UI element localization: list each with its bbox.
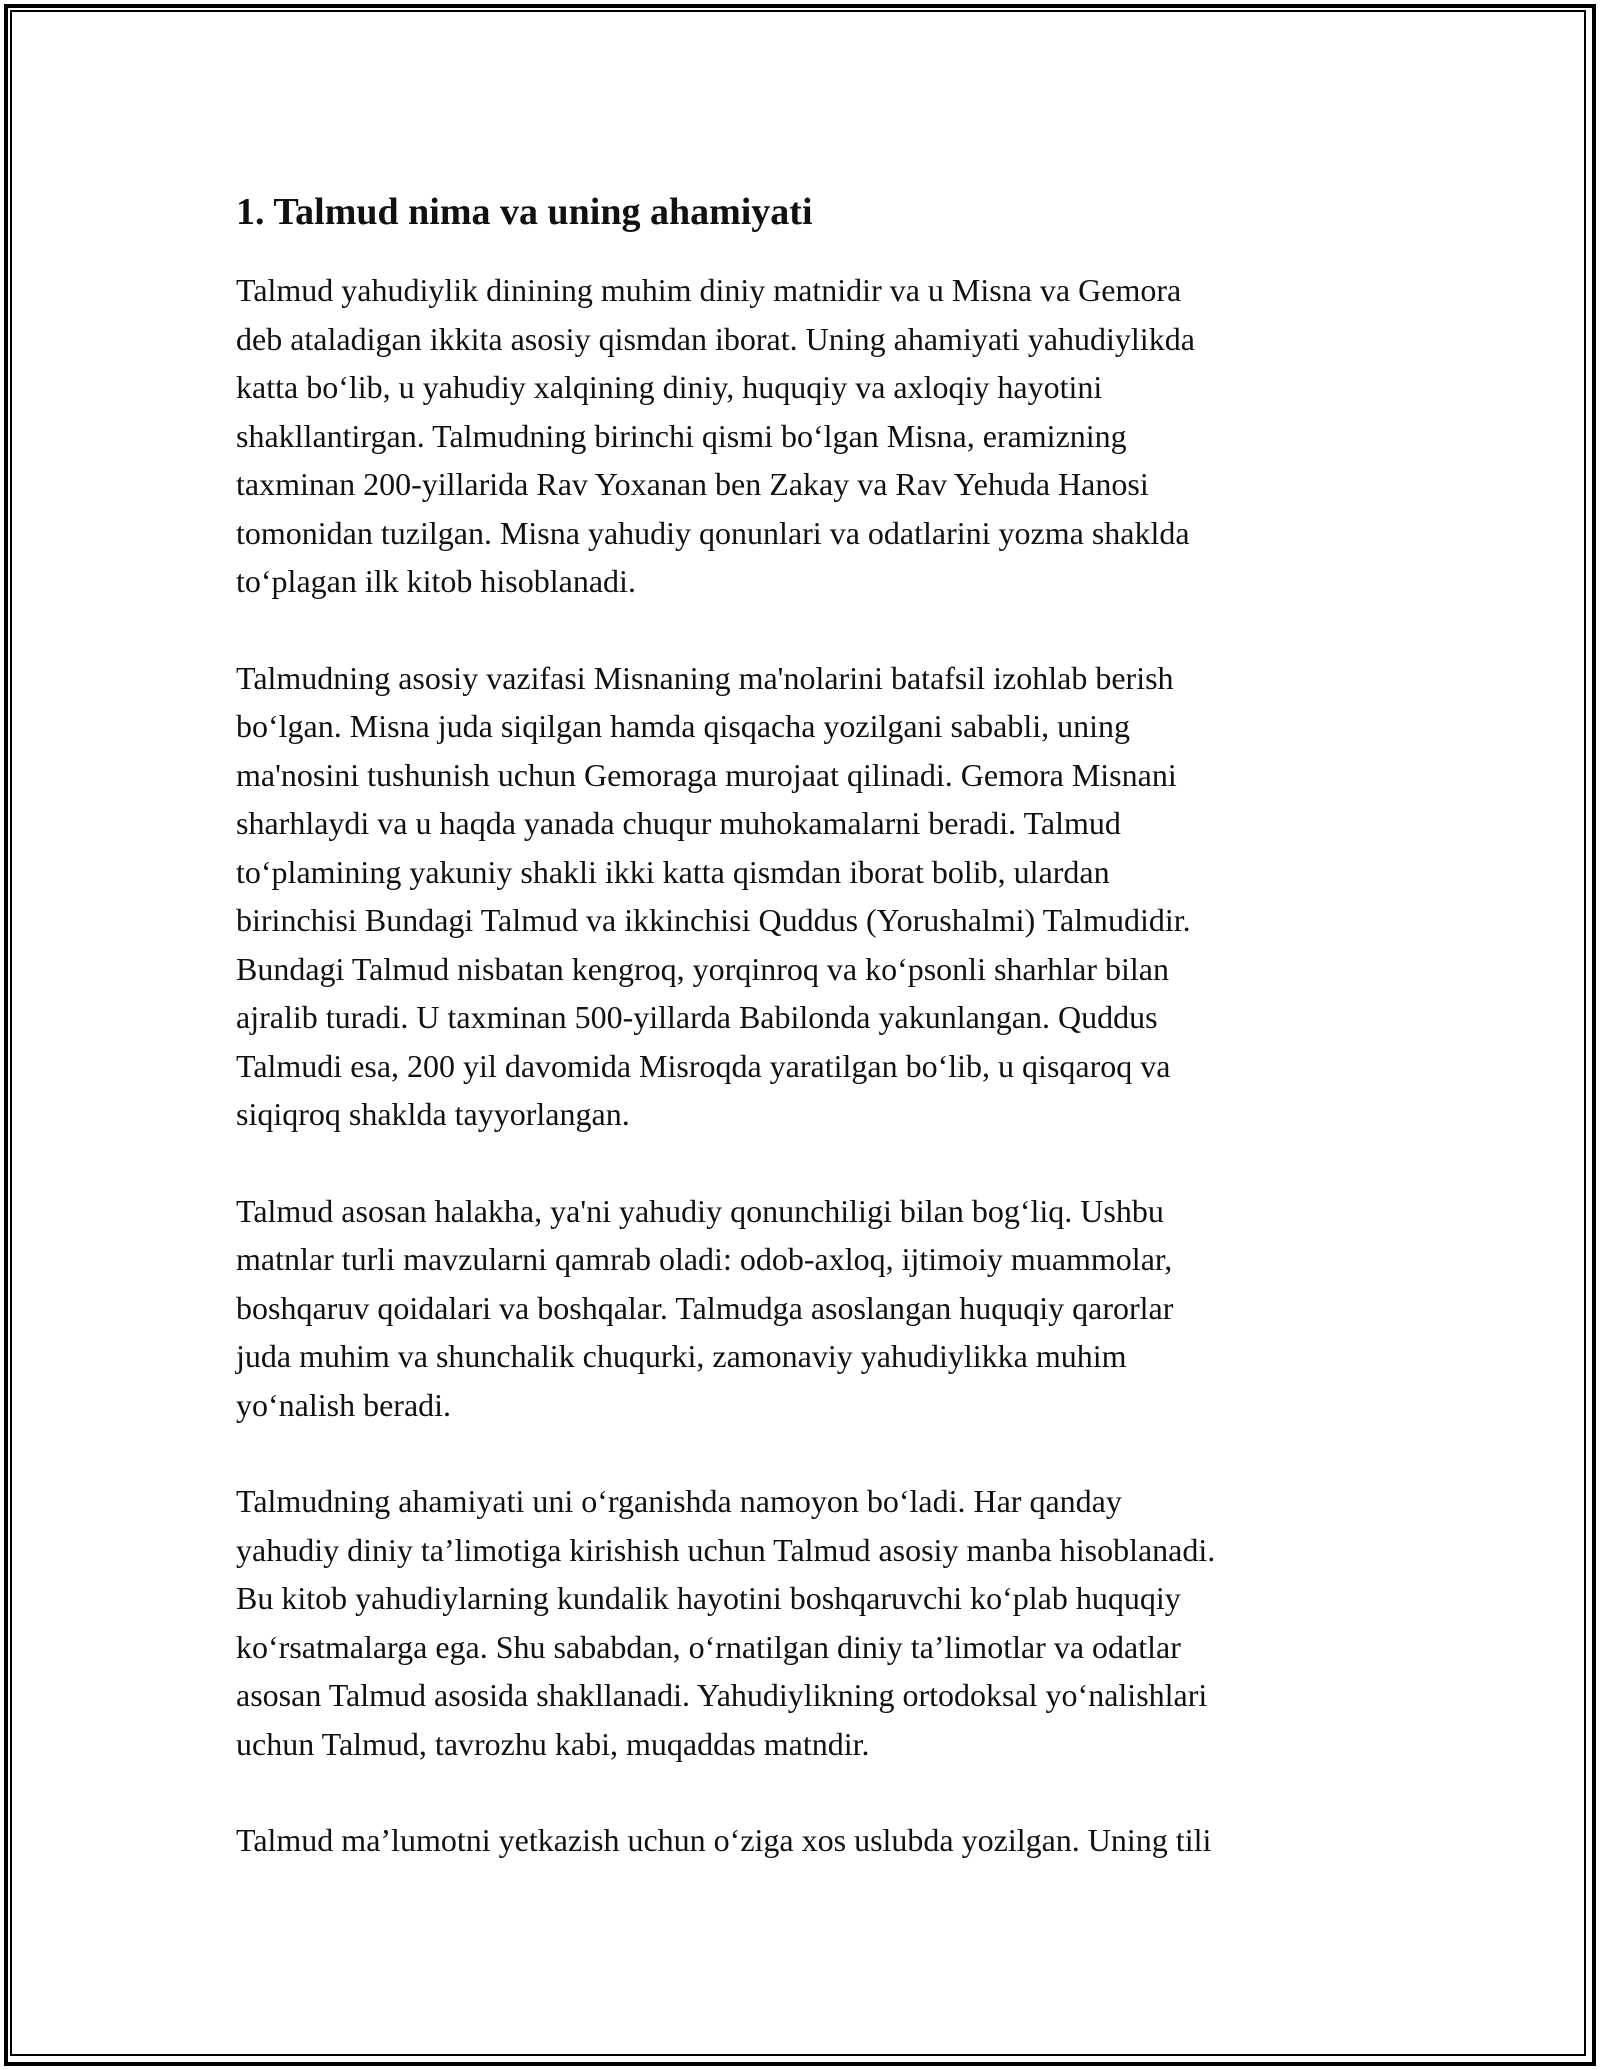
document-body: [236, 186, 1376, 1913]
paragraph-5: Talmud ma’lumotni yetkazish uchun o‘ziga xos uslubda yozilgan. Uning tili: [236, 1822, 1212, 1858]
section-heading: 1. Talmud nima va uning ahamiyati: [236, 191, 813, 233]
paragraph-4: Talmudning ahamiyati uni o‘rganishda namoyon bo‘ladi. Har qanday yahudiy diniy ta’limotiga kirishish uchun Talmud asosiy manba hisoblanadi. Bu kitob yahudiylarning kundalik hayotini boshqaruvchi ko‘plab huquqiy ko‘rsatmalarga ega. Shu sababdan, o‘rnatilgan diniy ta’limotlar va odatlar asosan Talmud asosida shakllanadi. Yahudiylikning ortodoksal yo‘nalishlari uchun Talmud, tavrozhu kabi, muqaddas matndir.: [236, 1483, 1216, 1762]
paragraph-3: Talmud asosan halakha, ya'ni yahudiy qonunchiligi bilan bog‘liq. Ushbu matnlar turli mavzularni qamrab oladi: odob-axloq, ijtimoiy muammolar, boshqaruv qoidalari va boshqalar. Talmudga asoslangan huquqiy qarorlar juda muhim va shunchalik chuqurki, zamonaviy yahudiylikka muhim yo‘nalish beradi.: [236, 1192, 1174, 1423]
paragraph-2: Talmudning asosiy vazifasi Misnaning ma'nolarini batafsil izohlab berish bo‘lgan. Misna juda siqilgan hamda qisqacha yozilgani sababli, uning ma'nosini tushunish uchun Gemoraga murojaat qilinadi. Gemora Misnani sharhlaydi va u haqda yanada chuqur muhokamalarni beradi. Talmud to‘plamining yakuniy shakli ikki katta qismdan iborat bolib, ulardan birinchisi Bundagi Talmud va ikkinchisi Quddus (Yorushalmi) Talmudidir. Bundagi Talmud nisbatan kengroq, yorqinroq va ko‘psonli sharhlar bilan ajralib turadi. U taxminan 500-yillarda Babilonda yakunlangan. Quddus Talmudi esa, 200 yil davomida Misroqda yaratilgan bo‘lib, u qisqaroq va siqiqroq shaklda tayyorlangan.: [236, 659, 1191, 1132]
paragraph-1: Talmud yahudiylik dinining muhim diniy matnidir va u Misna va Gemora deb ataladigan ikkita asosiy qismdan iborat. Uning ahamiyati yahudiylikda katta bo‘lib, u yahudiy xalqining diniy, huquqiy va axloqiy hayotini shakllantirgan. Talmudning birinchi qismi bo‘lgan Misna, eramizning taxminan 200-yillarida Rav Yoxanan ben Zakay va Rav Yehuda Hanosi tomonidan tuzilgan. Misna yahudiy qonunlari va odatlarini yozma shaklda to‘plagan ilk kitob hisoblanadi.: [236, 272, 1195, 599]
